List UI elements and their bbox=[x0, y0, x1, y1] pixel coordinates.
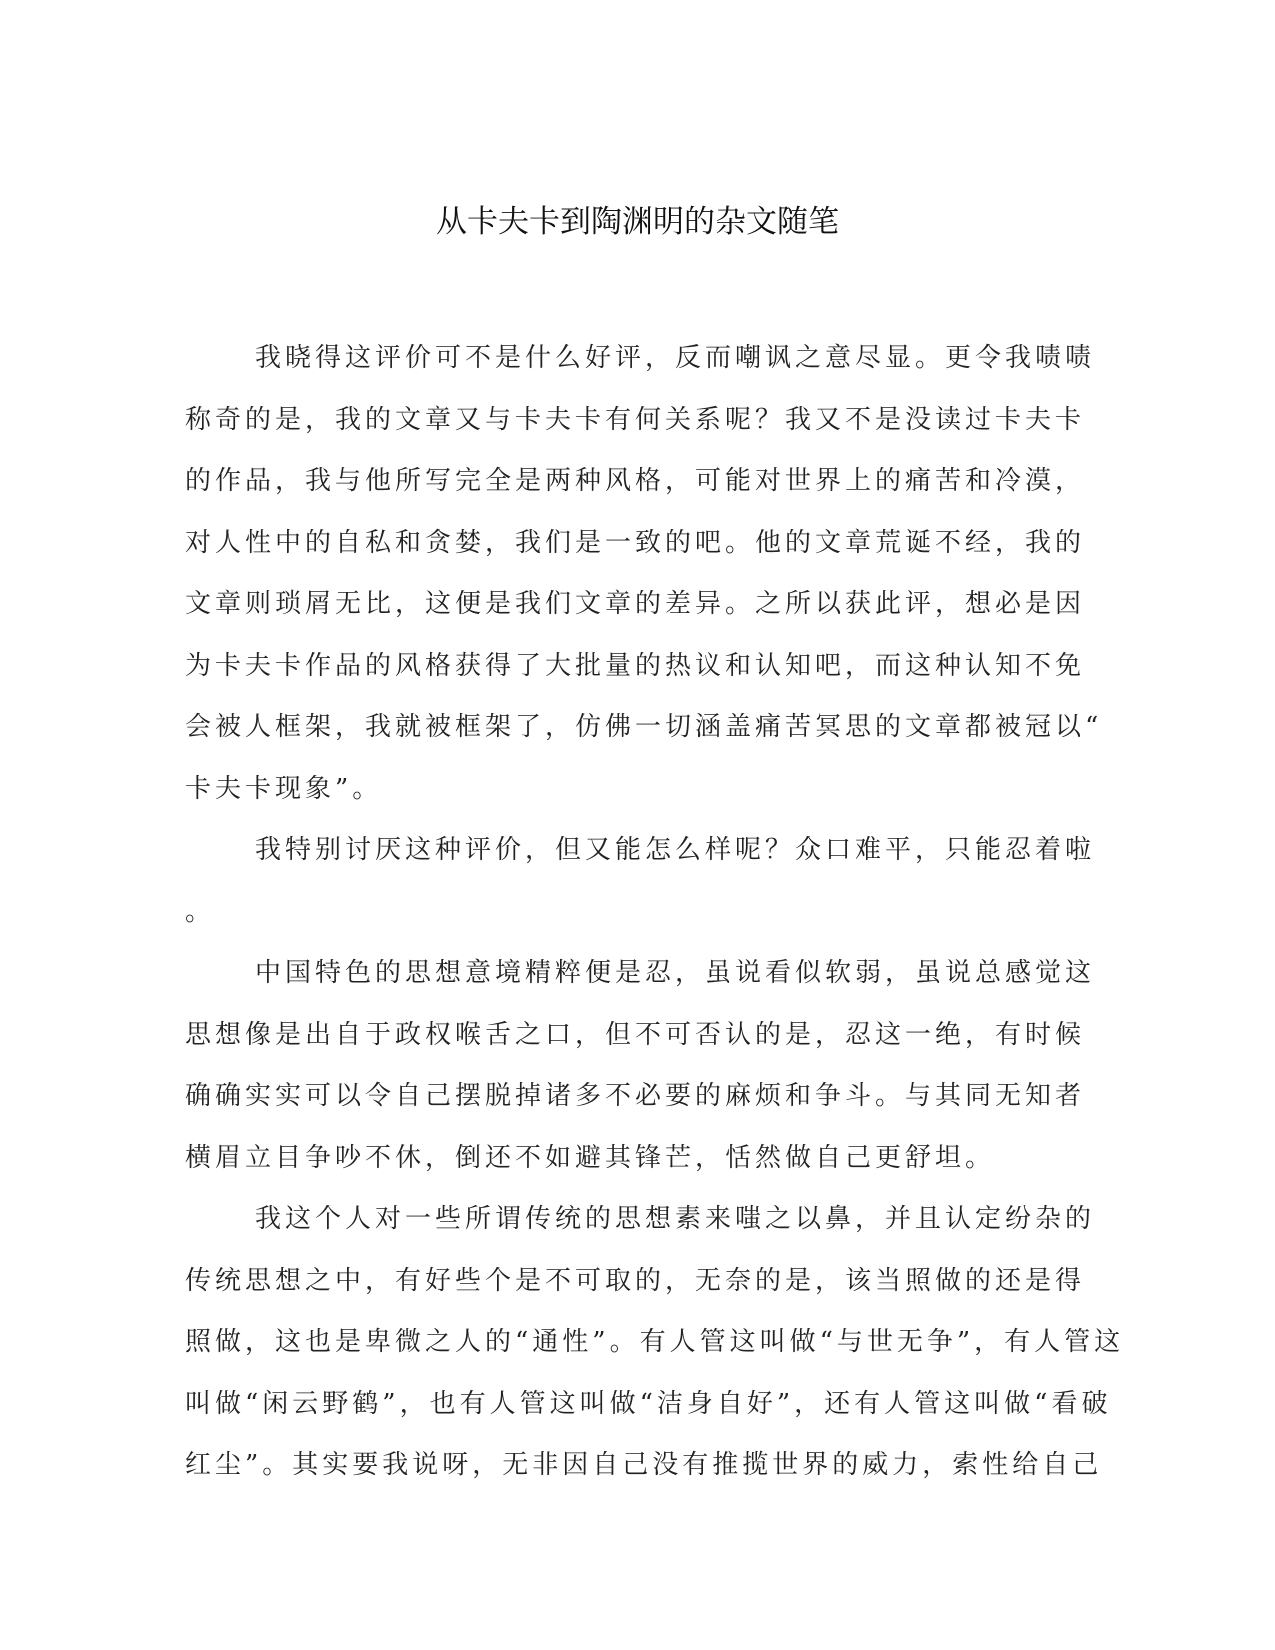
text-line: 我这个人对一些所谓传统的思想素来嗤之以鼻，并且认定纷杂的 bbox=[255, 1204, 1096, 1234]
paragraph bbox=[185, 328, 1103, 820]
document-title: 从卡夫卡到陶渊明的杂文随笔 bbox=[436, 204, 839, 240]
text-line: 红尘”。其实要我说呀，无非因自己没有推揽世界的威力，索性给自己 bbox=[185, 1450, 1103, 1480]
paragraph bbox=[185, 820, 1096, 943]
text-line: 确确实实可以令自己摆脱掉诸多不必要的麻烦和争斗。与其同无知者 bbox=[185, 1081, 1086, 1111]
text-line: 叫做“闲云野鹤”，也有人管这叫做“洁身自好”，还有人管这叫做“看破 bbox=[185, 1388, 1112, 1419]
text-line: 为卡夫卡作品的风格获得了大批量的热议和认知吧，而这种认知不免 bbox=[185, 650, 1086, 681]
text-line: 的作品，我与他所写完全是两种风格，可能对世界上的痛苦和冷漠， bbox=[185, 466, 1086, 496]
text-line: 我特别讨厌这种评价，但又能怎么样呢？众口难平，只能忍着啦 bbox=[255, 835, 1096, 865]
text-line: 卡夫卡现象”。 bbox=[185, 773, 383, 804]
text-line: 称奇的是，我的文章又与卡夫卡有何关系呢？我又不是没读过卡夫卡 bbox=[185, 404, 1086, 435]
text-line: 横眉立目争吵不休，倒还不如避其锋芒，恬然做自己更舒坦。 bbox=[185, 1142, 996, 1173]
text-line: 会被人框架，我就被框架了，仿佛一切涵盖痛苦冥思的文章都被冠以“ bbox=[185, 712, 1103, 742]
paragraph bbox=[185, 943, 1096, 1189]
text-line: 中国特色的思想意境精粹便是忍，虽说看似软弱，虽说总感觉这 bbox=[255, 958, 1096, 988]
text-line: 对人性中的自私和贪婪，我们是一致的吧。他的文章荒诞不经，我的 bbox=[185, 527, 1086, 558]
text-line: 传统思想之中，有好些个是不可取的，无奈的是，该当照做的还是得 bbox=[185, 1265, 1086, 1296]
text-line: 思想像是出自于政权喉舌之口，但不可否认的是，忍这一绝，有时候 bbox=[185, 1019, 1086, 1050]
text-line: 我晓得这评价可不是什么好评，反而嘲讽之意尽显。更令我啧啧 bbox=[255, 343, 1096, 373]
paragraph bbox=[185, 1189, 1125, 1497]
text-line: 照做，这也是卑微之人的“通性”。有人管这叫做“与世无争”，有人管这 bbox=[185, 1327, 1125, 1357]
text-line: 。 bbox=[185, 896, 216, 927]
document-body bbox=[185, 328, 1125, 1497]
text-line: 文章则琐屑无比，这便是我们文章的差异。之所以获此评，想必是因 bbox=[185, 589, 1086, 619]
